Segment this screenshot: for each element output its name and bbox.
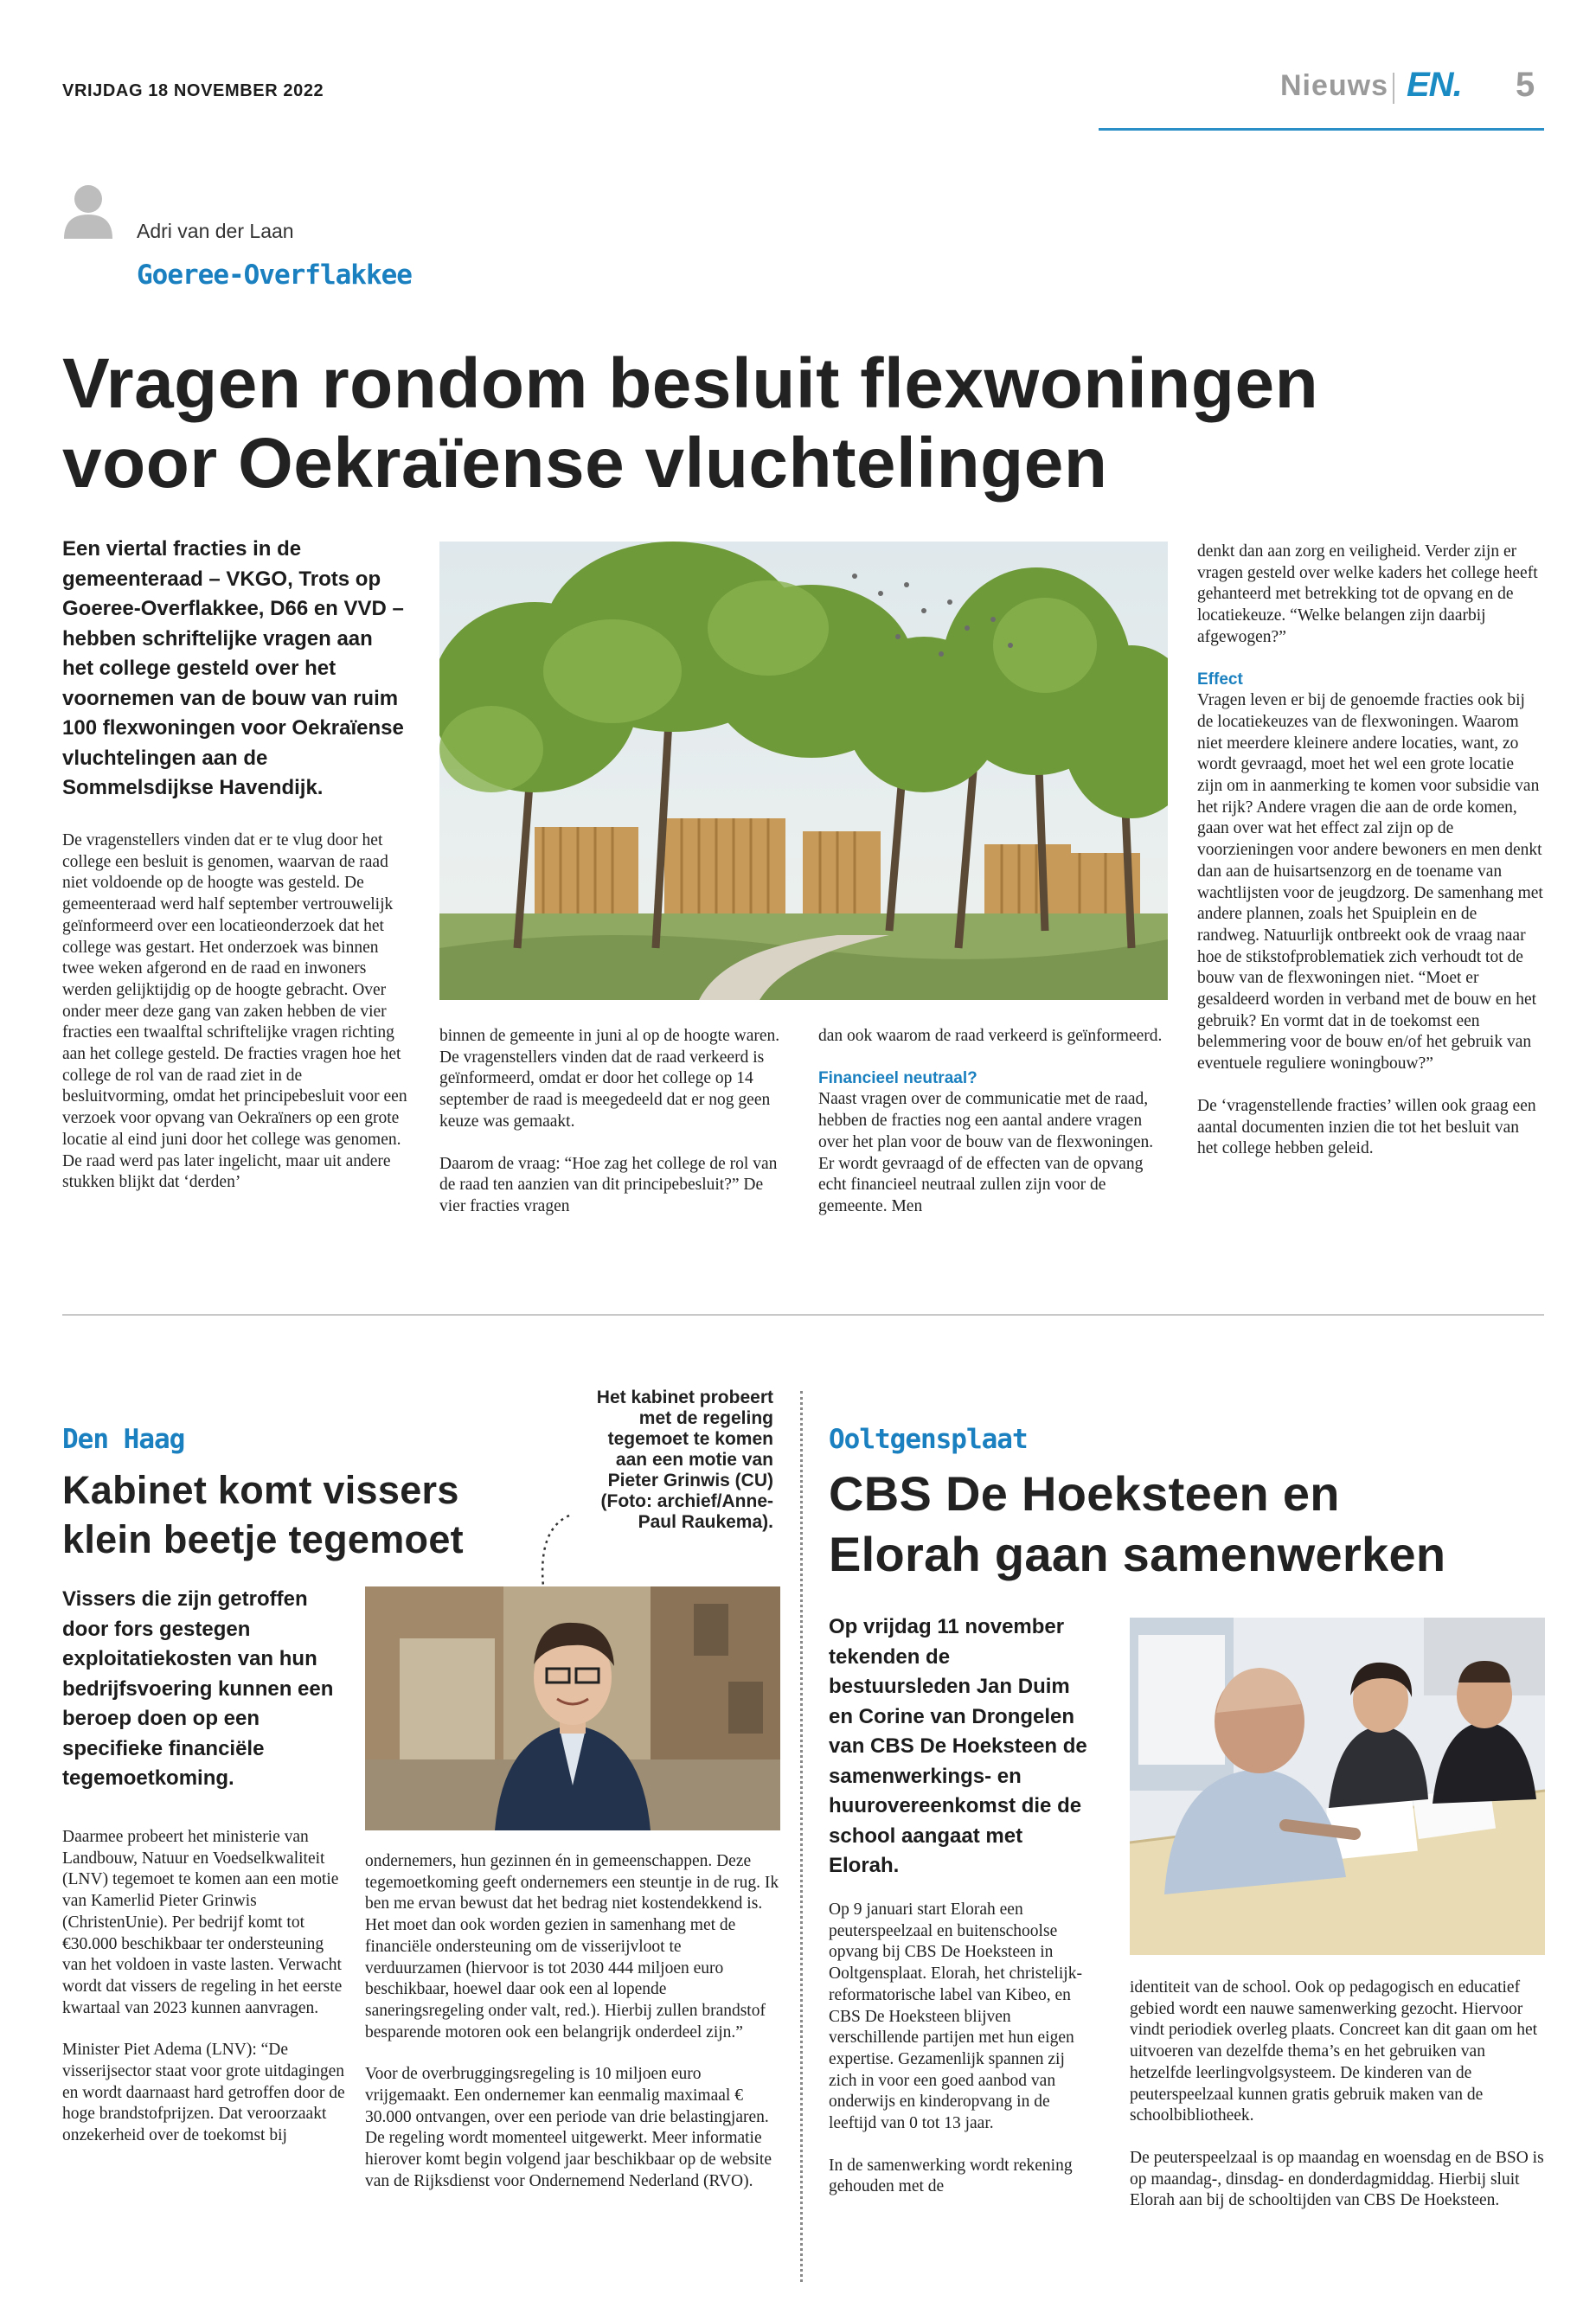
newspaper-logo: EN. xyxy=(1407,66,1462,104)
article1-column-3: dan ook waarom de raad verkeerd is geïnformeerd. Financieel neutraal? Naast vragen over de communicatie met de raad, hebben de fracties nog een aantal andere vragen over het plan voor de bouw van de flexwoningen. Er wordt gevraagd of de effecten van de opvang echt financieel neutraal zullen zijn voor de gemeente. Men xyxy=(818,1026,1168,1239)
article1-headline: Vragen rondom besluit flexwoningen voor Oekraïense vluchtelingen xyxy=(62,344,1319,503)
author-avatar-icon xyxy=(62,182,114,239)
article2-column-1: Daarmee probeert het ministerie van Landbouw, Natuur en Voedselkwaliteit (LNV) tegemoet te komen aan een motie van Kamerlid Pieter Grinwis (ChristenUnie). Per bedrijf komt tot €30.000 beschikbaar ter ondersteuning van het voldoen in vaste lasten. Verwacht wordt dat vissers de regeling in het eerste kwartaal van 2023 kunnen aanvragen. Minister Piet Adema (LNV): “De visserijsector staat voor grote uitdagingen en wordt daarnaast hard getroffen door de hoge brandstofprijzen. Dat veroorzaakt onzekerheid over de toekomst bij xyxy=(62,1828,345,2145)
column-divider-dotted xyxy=(800,1391,803,2282)
article1-column-4: denkt dan aan zorg en veiligheid. Verder zijn er vragen gesteld over welke kaders het college heeft gehanteerd met betrekking tot de opvang en de locatiekeuze. “Welke belangen zijn daarbij afgewogen?” Effect Vragen leven er bij de genoemde fracties ook bij de locatiekeuzes van de flexwoningen. Waarom niet meerdere kleinere andere locaties, want, zo wordt gevraagd, moet het wel een grote locatie zijn om in aanmerking te komen voor subsidie van het rijk? Andere vragen die aan de orde komen, gaan over wat het effect zal zijn op de voorzieningen voor andere bewoners en men denkt dan aan de huisartsenzorg en de toename van wachtlijsten voor de jeugdzorg. De samenhang met andere plannen, zoals het Spuiplein en de randweg. Natuurlijk ontbreekt ook de vraag naar hoe de stikstofproblematiek zich verhoudt tot de bouw van de flexwoningen niet. “Moet er gesaldeerd worden in verband met de bouw en het gebruik? En vormt dat in de toekomst een belemmering voor de bouw en/of het gebruik van eventuele reguliere woningbouw?” De ‘vragenstellende fracties’ willen ook graag een aantal documenten inzien die tot het besluit van het college hebben geleid. xyxy=(1197,542,1543,1158)
header-rule xyxy=(1099,128,1544,131)
header-divider xyxy=(1393,73,1394,104)
article2-kicker: Den Haag xyxy=(62,1424,185,1455)
article3-column-1: Op 9 januari start Elorah een peuterspeelzaal en buitenschoolse opvang bij CBS De Hoeksteen in Ooltgensplaat. Elorah, het christelijk-reformatorische label van Kibeo, en CBS De Hoeksteen blijven verschillende partijen met hun eigen expertise. Gezamenlijk spannen zij zich in voor een goed aanbod van onderwijs en kinderopvang in de leeftijd van 0 tot 13 jaar. In de samenwerking wordt rekening gehouden met de xyxy=(829,1900,1082,2196)
page-number: 5 xyxy=(1516,66,1535,104)
issue-date: VRIJDAG 18 NOVEMBER 2022 xyxy=(62,81,324,100)
section-label: Nieuws xyxy=(1280,69,1389,102)
article2-column-2: ondernemers, hun gezinnen én in gemeenschappen. Deze tegemoetkoming geeft ondernemers een steuntje in de rug. Ik ben me ervan bewust dat het bedrag niet kostendekkend is. Het moet dan ook worden gezien in samenhang met de financiële ondersteuning om de visserijvloot te verduurzamen (hiervoor is tot 2030 444 miljoen euro beschikbaar, hoewel daar ook een al lopende saneringsregeling onder valt, red.). Hierbij zullen brandstof besparende motoren ook een belangrijk onderdeel zijn.” Voor de overbruggingsregeling is 10 miljoen euro vrijgemaakt. Een ondernemer kan eenmalig maximaal € 30.000 ontvangen, over een periode van drie belastingjaren. De regeling wordt momenteel uitgewerkt. Meer informatie hierover komt begin volgend jaar beschikbaar op de website van de Rijksdienst voor Ondernemend Nederland (RVO). xyxy=(365,1852,779,2190)
article3-lead: Op vrijdag 11 november tekenden de bestuursleden Jan Duim en Corine van Drongelen van CBS De Hoeksteen de samenwerkings- en huurovereenkomst die de school aangaat met Elorah. xyxy=(829,1615,1087,1877)
flexwoningen-impression-image xyxy=(439,542,1168,1000)
section-divider xyxy=(62,1314,1544,1316)
article3-headline: CBS De Hoeksteen en Elorah gaan samenwerken xyxy=(829,1466,1446,1581)
article3-kicker: Ooltgensplaat xyxy=(829,1424,1028,1455)
article2-headline: Kabinet komt vissers klein beetje tegemoet xyxy=(62,1468,464,1561)
article1-kicker: Goeree-Overflakkee xyxy=(137,260,412,291)
article2-lead: Vissers die zijn getroffen door fors gestegen exploitatiekosten van hun bedrijfsvoering kunnen een beroep doen op een specifieke financiële tegemoetkoming. xyxy=(62,1587,334,1790)
article3-column-2: identiteit van de school. Ook op pedagogisch en educatief gebied wordt een nauwe samenwerking gezocht. Hiervoor vindt periodiek overleg plaats. Concreet kan dit gaan om het uitvoeren van dezelfde thema’s en het gebruiken van hetzelfde leerlingvolgsysteem. De kinderen van de peuterspeelzaal kunnen gratis gebruik maken van de schoolbibliotheek. De peuterspeelzaal is op maandag en woensdag en de BSO is op maandag-, dinsdag- en donderdagmiddag. Hierbij sluit Elorah aan bij de schooltijden van CBS De Hoeksteen. xyxy=(1130,1978,1544,2210)
signing-ceremony-image xyxy=(1130,1618,1545,1955)
article1-lead: Een viertal fracties in de gemeenteraad – VKGO, Trots op Goeree-Overflakkee, D66 en VVD – hebben schriftelijke vragen aan het college gesteld over het voornemen van de bouw van ruim 100 flexwoningen voor Oekraïense vluchtelingen aan de Sommelsdijkse Havendijk. xyxy=(62,537,404,799)
subheading-effect: Effect xyxy=(1197,670,1243,689)
subheading-financieel: Financieel neutraal? xyxy=(818,1068,977,1087)
article1-column-2: binnen de gemeente in juni al op de hoogte waren. De vragenstellers vinden dat de raad verkeerd is geïnformeerd, omdat er door het college op 14 september de raad is meegedeeld dat er nog geen keuze was gemaakt. Daarom de vraag: “Hoe zag het college de rol van de raad ten aanzien van dit principebesluit?” De vier fracties vragen xyxy=(439,1027,780,1215)
article2-photo-caption: Het kabinet probeert met de regeling tegemoet te komen aan een motie van Pieter Grinwis (CU) (Foto: archief/Anne- Paul Raukema). xyxy=(596,1388,773,1532)
author-name: Adri van der Laan xyxy=(137,220,294,242)
article1-column-1: De vragenstellers vinden dat er te vlug door het college een besluit is genomen, waarvan de raad niet voldoende op de hoogte was gesteld. De gemeenteraad werd half september vertrouwelijk geïnformeerd over een locatieonderzoek dat het college was gestart. Het onderzoek was binnen twee weken afgerond en de raad en inwoners werden gelijktijdig op de hoogte gebracht. Over onder meer deze gang van zaken hebben de vier fracties een twaalftal schriftelijke vragen richting aan het college gesteld. De fracties vragen hoe het college de rol van de raad ziet in de besluitvorming, omdat het principebesluit voor een verzoek voor opvang van Oekraïners op een grote locatie al eind juni door het college was genomen. De raad werd pas later ingelicht, maar uit andere stukken blijkt dat ‘derden’ xyxy=(62,831,407,1192)
pieter-grinwis-portrait-image xyxy=(365,1586,780,1830)
caption-pointer-line xyxy=(535,1512,586,1590)
